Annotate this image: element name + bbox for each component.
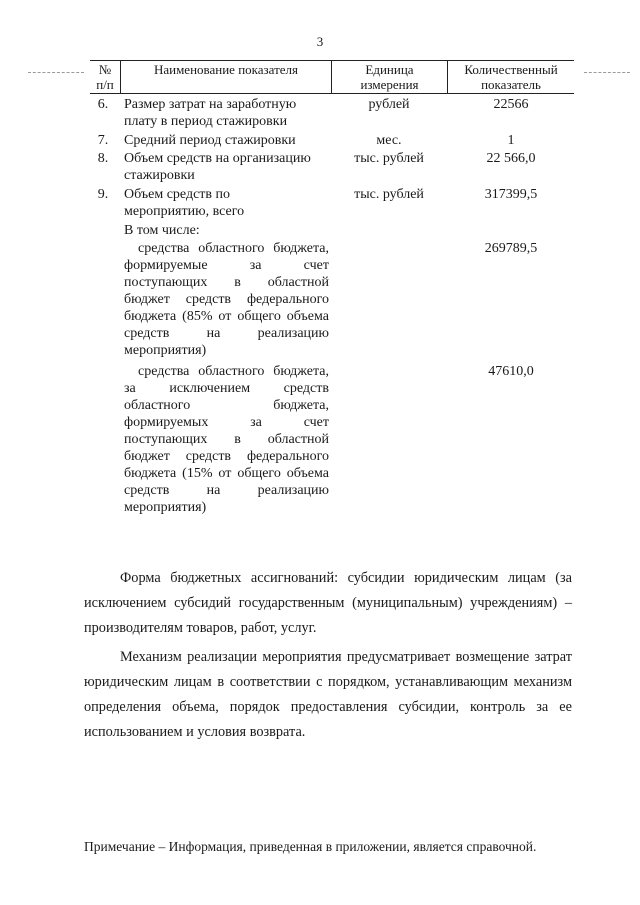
row-qty: 1 xyxy=(507,133,515,148)
including-label: В том числе: xyxy=(124,223,200,238)
header-top-rule xyxy=(90,60,574,61)
header-bottom-rule xyxy=(90,93,574,94)
row-qty: 22 566,0 xyxy=(486,151,536,166)
sub-row-qty: 269789,5 xyxy=(484,241,538,256)
header-name: Наименование показателя xyxy=(153,62,299,77)
row-name: Объем средств по мероприятию, всего xyxy=(124,187,245,219)
row-qty: 317399,5 xyxy=(484,187,538,202)
scan-artifact-left xyxy=(28,72,84,73)
row-unit: мес. xyxy=(376,133,402,148)
sub-row-qty: 47610,0 xyxy=(488,364,534,379)
row-num: 7. xyxy=(97,133,109,148)
row-unit: тыс. рублей xyxy=(354,151,424,166)
row-name: Размер затрат на заработную плату в период стажировки xyxy=(124,97,297,129)
row-unit: рублей xyxy=(368,97,410,112)
page-number: 3 xyxy=(316,34,324,49)
paragraph-budget-form: Форма бюджетных ассигнований: субсидии юридическим лицам (за исключением субсидий государственным (муниципальным) учреждениям) – производителям товаров, работ, услуг. xyxy=(84,570,572,636)
header-num: № п/п xyxy=(96,62,114,92)
row-num: 6. xyxy=(97,97,109,112)
row-num: 8. xyxy=(97,151,109,166)
footnote: Примечание – Информация, приведенная в приложении, является справочной. xyxy=(84,839,537,854)
sub-row-name: средства областного бюджета, формируемые за счет поступающих в областной бюджет средств федерального бюджета (85% от общего объема средств на реализацию мероприятия) xyxy=(124,241,329,358)
header-unit: Единица измерения xyxy=(360,62,419,92)
scan-artifact-right xyxy=(584,72,630,73)
row-num: 9. xyxy=(97,187,109,202)
row-unit: тыс. рублей xyxy=(354,187,424,202)
row-name: Средний период стажировки xyxy=(124,133,296,148)
sub-row-name: средства областного бюджета, за исключением средств областного бюджета, формируемых за счет поступающих в областной бюджет средств федерального бюджета (15% от общего объема средств на реализацию мероприятия) xyxy=(124,364,329,515)
paragraph-mechanism: Механизм реализации мероприятия предусматривает возмещение затрат юридическим лицам в соответствии с порядком, устанавливающим механизм определения объема, порядок предоставления субсидии, контроль за ее использованием и условия возврата. xyxy=(84,649,572,740)
row-qty: 22566 xyxy=(493,97,529,112)
row-name: Объем средств на организацию стажировки xyxy=(124,151,311,183)
header-qty: Количественный показатель xyxy=(464,62,558,92)
